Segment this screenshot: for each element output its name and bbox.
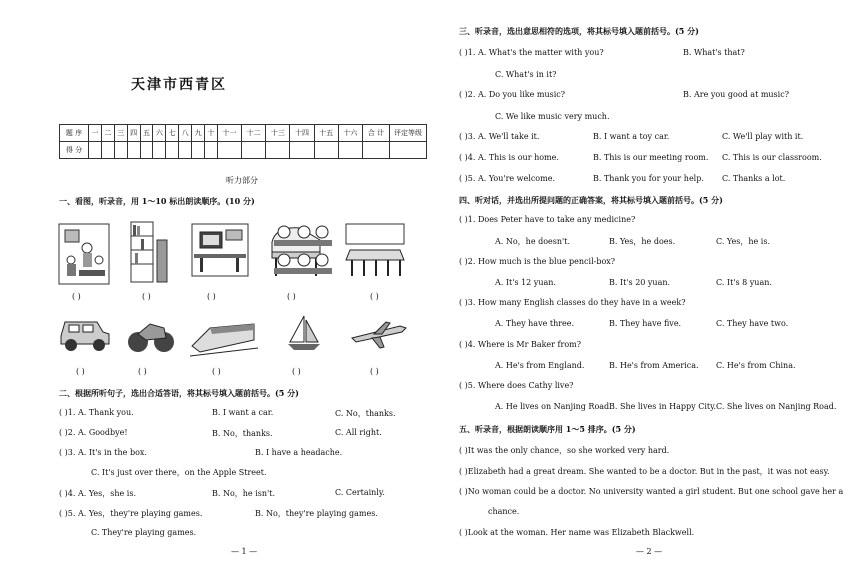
- score-cell[interactable]: [127, 142, 140, 159]
- section4-item-3-option-a: A. They have three.: [495, 319, 575, 328]
- section5-item-1[interactable]: ( )It was the only chance，so she worked very hard.: [459, 446, 670, 455]
- section4-item-2-option-b: B. It's 20 yuan.: [609, 278, 671, 287]
- score-table-header-cell: 十二: [242, 125, 266, 142]
- score-table-header-cell: 十四: [290, 125, 314, 142]
- section2-item3-option-c: C. It's just over there，on the Apple Street.: [91, 468, 267, 477]
- section2-item-5-option-b: B. No，they're playing games.: [255, 509, 378, 518]
- section4-item-5-option-c: C. She lives on Nanjing Road.: [716, 402, 837, 411]
- section3-item-4[interactable]: ( )4. A. This is our home.: [459, 153, 559, 162]
- family-room-icon: [57, 220, 111, 286]
- score-table-header-row: [60, 125, 427, 142]
- score-cell[interactable]: [290, 142, 314, 159]
- page-number-1: — 1 —: [231, 547, 258, 556]
- blank-10[interactable]: ( ): [370, 367, 379, 376]
- exam-title: 天津市西青区: [131, 77, 227, 93]
- score-table: [59, 124, 427, 159]
- score-cell[interactable]: [242, 142, 266, 159]
- section5-heading: 五、听录音，根据朗读顺序用 1～5 排序。(5 分): [459, 424, 636, 434]
- section2-item-4-option-b: B. No，he isn't.: [212, 489, 275, 498]
- section4-item-2-option-a: A. It's 12 yuan.: [495, 278, 556, 287]
- blank-8[interactable]: ( ): [212, 367, 221, 376]
- section2-item-2-option-c: C. All right.: [335, 428, 382, 437]
- score-cell[interactable]: [140, 142, 153, 159]
- computer-room-icon: [190, 222, 250, 278]
- section4-item-1[interactable]: ( )1. Does Peter have to take any medicine?: [459, 215, 636, 224]
- section2-item-4[interactable]: ( )4. A. Yes，she is.: [59, 489, 136, 498]
- section3-item-5-option-b: B. Thank you for your help.: [593, 174, 704, 183]
- meeting-table-icon: [344, 222, 406, 278]
- section2-item-2-option-b: B. No，thanks.: [212, 429, 273, 438]
- score-cell[interactable]: [363, 142, 390, 159]
- train-icon: [190, 318, 258, 358]
- section4-item-4-option-c: C. He's from China.: [716, 361, 796, 370]
- score-cell[interactable]: [314, 142, 338, 159]
- section3-item-2-option-b: B. Are you good at music?: [683, 90, 789, 99]
- bookshelf-icon: [127, 220, 171, 286]
- score-cell[interactable]: [179, 142, 192, 159]
- score-cell[interactable]: [217, 142, 241, 159]
- section2-item-2[interactable]: ( )2. A. Goodbye!: [59, 428, 128, 437]
- score-cell[interactable]: [192, 142, 205, 159]
- section3-item-4-option-c: C. This is our classroom.: [722, 153, 822, 162]
- section3-item-4-option-b: B. This is our meeting room.: [593, 153, 709, 162]
- score-table-header-cell: 九: [192, 125, 205, 142]
- score-cell[interactable]: [390, 142, 427, 159]
- score-table-header-cell: 十三: [266, 125, 290, 142]
- section5-item-3[interactable]: ( )No woman could be a doctor. No university wanted a girl student. But one school gave her a: [459, 487, 844, 496]
- section4-item-2[interactable]: ( )2. How much is the blue pencil-box?: [459, 257, 616, 266]
- section4-item-5[interactable]: ( )5. Where does Cathy live?: [459, 381, 574, 390]
- score-cell[interactable]: [153, 142, 166, 159]
- score-table-header-cell: 四: [127, 125, 140, 142]
- section4-heading: 四、听对话，并选出所提问题的正确答案，将其标号填入题前括号。(5 分): [459, 195, 723, 205]
- section4-item-1-option-a: A. No，he doesn't.: [495, 237, 570, 246]
- score-table-header-cell: 十: [205, 125, 218, 142]
- airplane-icon: [350, 318, 408, 350]
- score-table-header-cell: 六: [153, 125, 166, 142]
- score-table-header-cell: 评定等级: [390, 125, 427, 142]
- section2-item-3[interactable]: ( )3. A. It's in the box.: [59, 448, 147, 457]
- section3-item-2-option-c: C. We like music very much.: [495, 112, 610, 121]
- score-cell[interactable]: [166, 142, 179, 159]
- motorbike-icon: [126, 314, 176, 356]
- section3-item-5-option-c: C. Thanks a lot.: [722, 174, 786, 183]
- section1-heading: 一、看图，听录音，用 1～10 标出朗读顺序。(10 分): [59, 196, 255, 206]
- score-table-header-cell: 一: [89, 125, 102, 142]
- score-table-header-cell: 十一: [217, 125, 241, 142]
- score-cell[interactable]: [338, 142, 362, 159]
- section4-item-2-option-c: C. It's 8 yuan.: [716, 278, 772, 287]
- section4-item-3[interactable]: ( )3. How many English classes do they have in a week?: [459, 298, 686, 307]
- score-table-header-cell: 十六: [338, 125, 362, 142]
- score-table-header-cell: 二: [101, 125, 114, 142]
- section4-item-1-option-c: C. Yes，he is.: [716, 237, 770, 246]
- section4-item-4-option-b: B. He's from America.: [609, 361, 699, 370]
- blank-1[interactable]: ( ): [72, 292, 81, 301]
- score-table-header-cell: 合 计: [363, 125, 390, 142]
- section3-item-5[interactable]: ( )5. A. You're welcome.: [459, 174, 555, 183]
- score-cell[interactable]: [101, 142, 114, 159]
- blank-3[interactable]: ( ): [207, 292, 216, 301]
- blank-5[interactable]: ( ): [370, 292, 379, 301]
- section3-item-3-option-c: C. We'll play with it.: [722, 132, 804, 141]
- section5-item-2[interactable]: ( )Elizabeth had a great dream. She wanted to be a doctor. But in the past，it was not easy.: [459, 467, 830, 476]
- classroom-students-icon: [270, 220, 336, 282]
- blank-2[interactable]: ( ): [142, 292, 151, 301]
- section4-item-5-option-a: A. He lives on Nanjing Road.: [495, 402, 612, 411]
- section4-item-4[interactable]: ( )4. Where is Mr Baker from?: [459, 340, 582, 349]
- section2-item-4-option-c: C. Certainly.: [335, 488, 385, 497]
- section4-item-3-option-b: B. They have five.: [609, 319, 682, 328]
- section4-item-5-option-b: B. She lives in Happy City.: [609, 402, 717, 411]
- score-table-score-row: [60, 142, 427, 159]
- section5-item-4[interactable]: ( )Look at the woman. Her name was Elizabeth Blackwell.: [459, 528, 695, 537]
- score-table-row-label: 得 分: [60, 142, 89, 159]
- sailboat-icon: [284, 312, 324, 356]
- score-table-header-cell: 八: [179, 125, 192, 142]
- section2-item5-option-c: C. They're playing games.: [91, 528, 197, 537]
- score-cell[interactable]: [89, 142, 102, 159]
- section3-item-1-option-b: B. What's that?: [683, 48, 745, 57]
- score-table-header-cell: 题 序: [60, 125, 89, 142]
- score-cell[interactable]: [114, 142, 127, 159]
- section3-item-2[interactable]: ( )2. A. Do you like music?: [459, 90, 566, 99]
- page-number-2: — 2 —: [636, 547, 663, 556]
- section4-item-1-option-b: B. Yes，he does.: [609, 237, 676, 246]
- section2-item-5[interactable]: ( )5. A. Yes，they're playing games.: [59, 509, 203, 518]
- section3-heading: 三、听录音，选出意思相符的选项，将其标号填入题前括号。(5 分): [459, 26, 699, 36]
- blank-9[interactable]: ( ): [292, 367, 301, 376]
- section2-item-1[interactable]: ( )1. A. Thank you.: [59, 408, 134, 417]
- section3-item-1[interactable]: ( )1. A. What's the matter with you?: [459, 48, 604, 57]
- blank-4[interactable]: ( ): [287, 292, 296, 301]
- blank-7[interactable]: ( ): [138, 367, 147, 376]
- section5-item3-continuation: chance.: [488, 507, 520, 516]
- score-table-header-cell: 三: [114, 125, 127, 142]
- section2-item-1-option-b: B. I want a car.: [212, 408, 274, 417]
- score-table-header-cell: 十五: [314, 125, 338, 142]
- section3-item-1-option-c: C. What's in it?: [495, 70, 557, 79]
- section4-item-4-option-a: A. He's from England.: [495, 361, 585, 370]
- section2-item-3-option-b: B. I have a headache.: [255, 448, 343, 457]
- blank-6[interactable]: ( ): [76, 367, 85, 376]
- score-table-header-cell: 五: [140, 125, 153, 142]
- score-cell[interactable]: [205, 142, 218, 159]
- section2-item-1-option-c: C. No，thanks.: [335, 409, 396, 418]
- section2-heading: 二、根据所听句子，选出合适答语，将其标号填入题前括号。(5 分): [59, 388, 299, 398]
- section3-item-3-option-b: B. I want a toy car.: [593, 132, 670, 141]
- listening-part-label: 听力部分: [226, 176, 258, 185]
- section3-item-3[interactable]: ( )3. A. We'll take it.: [459, 132, 540, 141]
- score-table-header-cell: 七: [166, 125, 179, 142]
- jeep-icon: [57, 316, 113, 354]
- score-cell[interactable]: [266, 142, 290, 159]
- section4-item-3-option-c: C. They have two.: [716, 319, 789, 328]
